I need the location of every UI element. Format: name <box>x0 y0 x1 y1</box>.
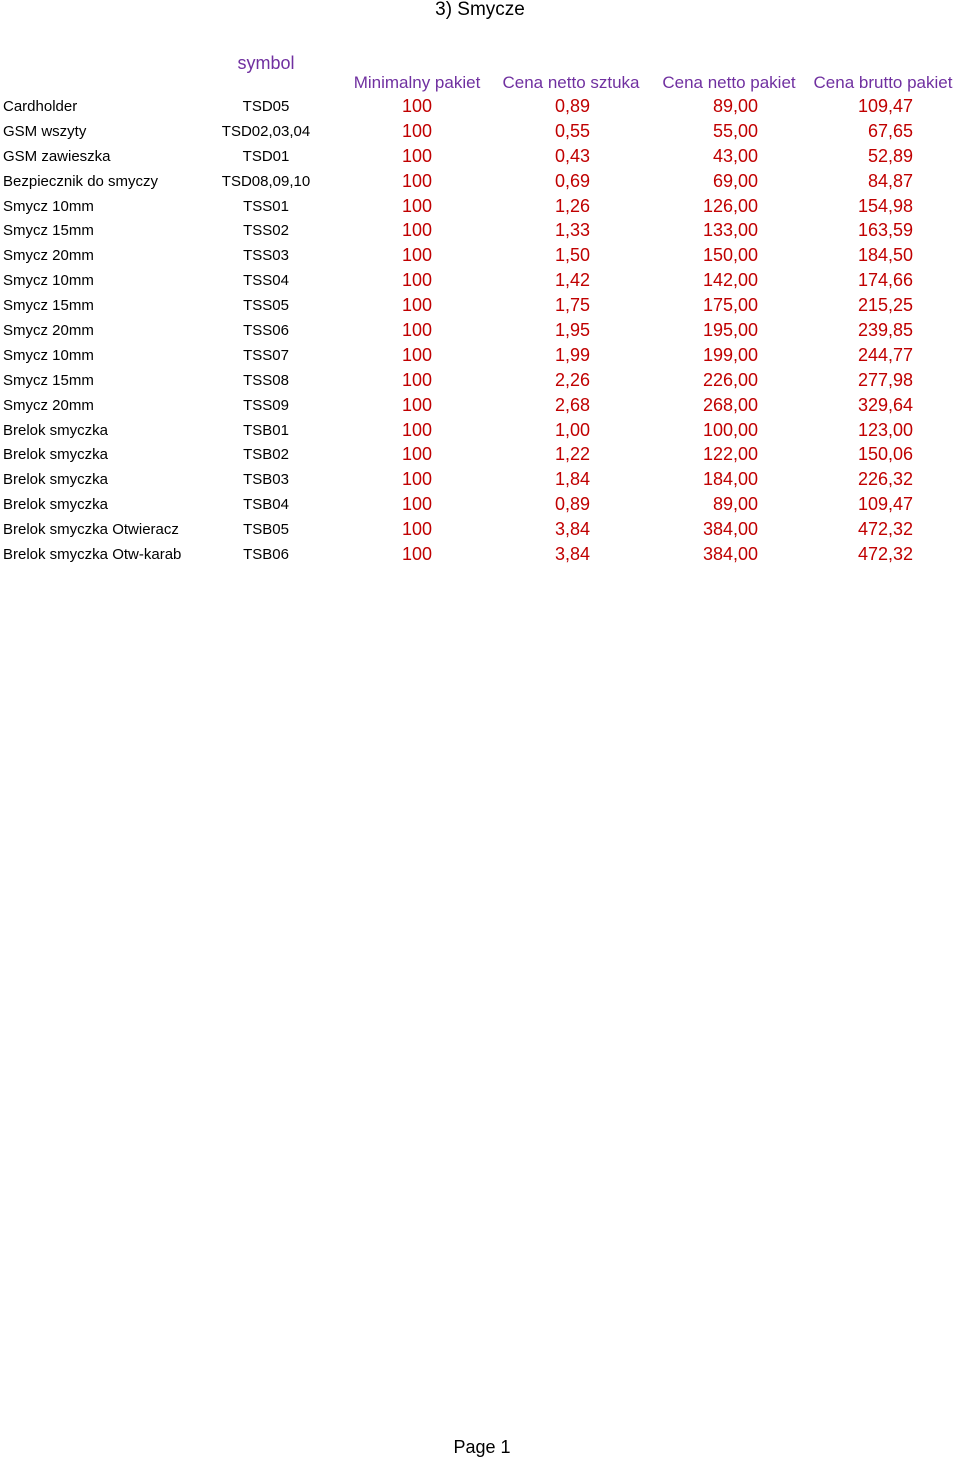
pack-gross-price-cell: 226,32 <box>857 469 913 490</box>
pack-net-price-cell: 89,00 <box>712 494 758 515</box>
unit-net-column-header: Cena netto sztuka <box>502 73 640 92</box>
unit-net-price-cell: 3,84 <box>554 519 590 540</box>
symbol-cell: TSB06 <box>243 546 289 564</box>
symbol-cell: TSS01 <box>243 197 289 215</box>
product-name-cell: Smycz 15mm <box>3 371 94 389</box>
pack-net-price-cell: 100,00 <box>702 419 758 440</box>
unit-net-price-cell: 1,75 <box>554 295 590 316</box>
pack-net-price-cell: 43,00 <box>712 145 758 166</box>
unit-net-price-cell: 0,89 <box>554 96 590 116</box>
table-row <box>0 293 960 318</box>
pack-gross-price-cell: 67,65 <box>867 120 913 141</box>
pack-net-price-cell: 122,00 <box>702 444 758 465</box>
table-row <box>0 442 960 467</box>
min-pack-cell: 100 <box>401 444 433 465</box>
pack-net-price-cell: 133,00 <box>702 220 758 241</box>
product-name-cell: Smycz 20mm <box>3 247 94 265</box>
product-name-cell: Smycz 20mm <box>3 396 94 414</box>
min-pack-cell: 100 <box>401 145 433 166</box>
min-pack-cell: 100 <box>401 419 433 440</box>
pack-gross-price-cell: 123,00 <box>857 419 913 440</box>
pack-net-price-cell: 55,00 <box>712 120 758 141</box>
min-pack-cell: 100 <box>401 170 433 191</box>
pack-net-price-cell: 126,00 <box>702 195 758 216</box>
pack-gross-price-cell: 244,77 <box>857 344 913 365</box>
pack-net-price-cell: 384,00 <box>702 544 758 565</box>
min-pack-cell: 100 <box>401 120 433 141</box>
min-pack-cell: 100 <box>401 519 433 540</box>
unit-net-price-cell: 0,69 <box>554 170 590 191</box>
unit-net-price-cell: 1,26 <box>554 195 590 216</box>
symbol-cell: TSD01 <box>242 147 290 165</box>
table-row <box>0 169 960 194</box>
pack-gross-price-cell: 163,59 <box>857 220 913 241</box>
table-row <box>0 144 960 169</box>
pack-gross-price-cell: 109,47 <box>857 96 913 116</box>
product-name-cell: Brelok smyczka Otwieracz <box>3 521 179 539</box>
unit-net-price-cell: 1,99 <box>554 344 590 365</box>
table-row <box>0 492 960 517</box>
table-row <box>0 393 960 418</box>
min-pack-cell: 100 <box>401 195 433 216</box>
pack-gross-price-cell: 329,64 <box>857 394 913 415</box>
min-pack-cell: 100 <box>401 245 433 266</box>
product-name-cell: Brelok smyczka <box>3 421 109 439</box>
pack-net-price-cell: 268,00 <box>702 394 758 415</box>
symbol-cell: TSS05 <box>243 297 289 315</box>
product-name-cell: Smycz 15mm <box>3 297 94 315</box>
symbol-cell: TSS03 <box>243 247 289 265</box>
min-pack-cell: 100 <box>401 494 433 515</box>
table-row <box>0 418 960 443</box>
pack-net-price-cell: 384,00 <box>702 519 758 540</box>
product-name-cell: Smycz 10mm <box>3 346 94 364</box>
pack-net-price-cell: 195,00 <box>702 320 758 341</box>
table-row <box>0 218 960 243</box>
symbol-cell: TSS09 <box>243 396 289 414</box>
pack-net-price-cell: 199,00 <box>702 344 758 365</box>
pack-gross-price-cell: 472,32 <box>857 544 913 565</box>
unit-net-price-cell: 1,33 <box>554 220 590 241</box>
pack-net-price-cell: 69,00 <box>712 170 758 191</box>
unit-net-price-cell: 1,22 <box>554 444 590 465</box>
product-name-cell: Bezpiecznik do smyczy <box>3 172 159 190</box>
symbol-cell: TSS04 <box>243 272 289 290</box>
table-row <box>0 268 960 293</box>
min-pack-cell: 100 <box>401 270 433 291</box>
table-row <box>0 119 960 144</box>
table-row <box>0 517 960 542</box>
symbol-cell: TSS06 <box>243 322 289 340</box>
min-pack-cell: 100 <box>401 320 433 341</box>
pack-gross-price-cell: 472,32 <box>857 519 913 540</box>
table-row <box>0 243 960 268</box>
product-name-cell: GSM zawieszka <box>3 147 111 165</box>
unit-net-price-cell: 3,84 <box>554 544 590 565</box>
min-pack-cell: 100 <box>401 96 433 116</box>
table-row <box>0 368 960 393</box>
product-name-cell: Smycz 10mm <box>3 197 94 215</box>
symbol-cell: TSD02,03,04 <box>221 122 311 140</box>
unit-net-price-cell: 2,68 <box>554 394 590 415</box>
unit-net-price-cell: 0,55 <box>554 120 590 141</box>
pack-gross-price-cell: 184,50 <box>857 245 913 266</box>
table-row <box>0 94 960 119</box>
pack-gross-price-cell: 154,98 <box>857 195 913 216</box>
pack-net-price-cell: 89,00 <box>712 96 758 116</box>
product-name-cell: GSM wszyty <box>3 122 87 140</box>
symbol-cell: TSD05 <box>242 98 290 115</box>
min-pack-cell: 100 <box>401 344 433 365</box>
symbol-cell: TSB01 <box>243 421 289 439</box>
pack-net-price-cell: 175,00 <box>702 295 758 316</box>
symbol-cell: TSS08 <box>243 371 289 389</box>
unit-net-price-cell: 1,42 <box>554 270 590 291</box>
symbol-cell: TSS07 <box>243 346 289 364</box>
min-pack-cell: 100 <box>401 469 433 490</box>
pack-gross-price-cell: 174,66 <box>857 270 913 291</box>
symbol-cell: TSS02 <box>243 222 289 240</box>
table-row <box>0 318 960 343</box>
pack-gross-price-cell: 150,06 <box>857 444 913 465</box>
product-name-cell: Smycz 10mm <box>3 272 94 290</box>
product-name-cell: Cardholder <box>3 98 78 115</box>
symbol-cell: TSB02 <box>243 446 289 464</box>
page-number: Page 1 <box>453 1437 511 1457</box>
price-table <box>0 94 960 567</box>
pack-gross-price-cell: 109,47 <box>857 494 913 515</box>
unit-net-price-cell: 2,26 <box>554 369 590 390</box>
pack-gross-price-cell: 277,98 <box>857 369 913 390</box>
table-row <box>0 194 960 219</box>
unit-net-price-cell: 1,84 <box>554 469 590 490</box>
symbol-cell: TSB05 <box>243 521 289 539</box>
unit-net-price-cell: 1,95 <box>554 320 590 341</box>
min-pack-cell: 100 <box>401 394 433 415</box>
pack-gross-price-cell: 215,25 <box>857 295 913 316</box>
symbol-column-header: symbol <box>237 53 295 73</box>
pack-gross-price-cell: 52,89 <box>867 145 913 166</box>
pack-net-price-cell: 184,00 <box>702 469 758 490</box>
pack-net-price-cell: 142,00 <box>702 270 758 291</box>
symbol-cell: TSD08,09,10 <box>221 172 311 190</box>
product-name-cell: Brelok smyczka <box>3 471 109 489</box>
product-name-cell: Brelok smyczka Otw-karab <box>3 546 182 564</box>
unit-net-price-cell: 0,43 <box>554 145 590 166</box>
product-name-cell: Brelok smyczka <box>3 446 109 464</box>
min-pack-cell: 100 <box>401 544 433 565</box>
table-row <box>0 467 960 492</box>
pack-net-price-cell: 150,00 <box>702 245 758 266</box>
min-pack-cell: 100 <box>401 369 433 390</box>
product-name-cell: Brelok smyczka <box>3 496 109 514</box>
min-pack-cell: 100 <box>401 220 433 241</box>
table-row <box>0 542 960 567</box>
page-title: 3) Smycze <box>435 0 525 20</box>
product-name-cell: Smycz 20mm <box>3 322 94 340</box>
pack-net-price-cell: 226,00 <box>702 369 758 390</box>
min-pack-column-header: Minimalny pakiet <box>353 73 481 92</box>
unit-net-price-cell: 1,50 <box>554 245 590 266</box>
min-pack-cell: 100 <box>401 295 433 316</box>
unit-net-price-cell: 0,89 <box>554 494 590 515</box>
pack-gross-price-cell: 84,87 <box>867 170 913 191</box>
pack-gross-price-cell: 239,85 <box>857 320 913 341</box>
pack-net-column-header: Cena netto pakiet <box>662 73 796 92</box>
table-row <box>0 343 960 368</box>
symbol-cell: TSB04 <box>243 496 289 514</box>
symbol-cell: TSB03 <box>243 471 289 489</box>
unit-net-price-cell: 1,00 <box>554 419 590 440</box>
pack-gross-column-header: Cena brutto pakiet <box>813 73 953 92</box>
product-name-cell: Smycz 15mm <box>3 222 94 240</box>
